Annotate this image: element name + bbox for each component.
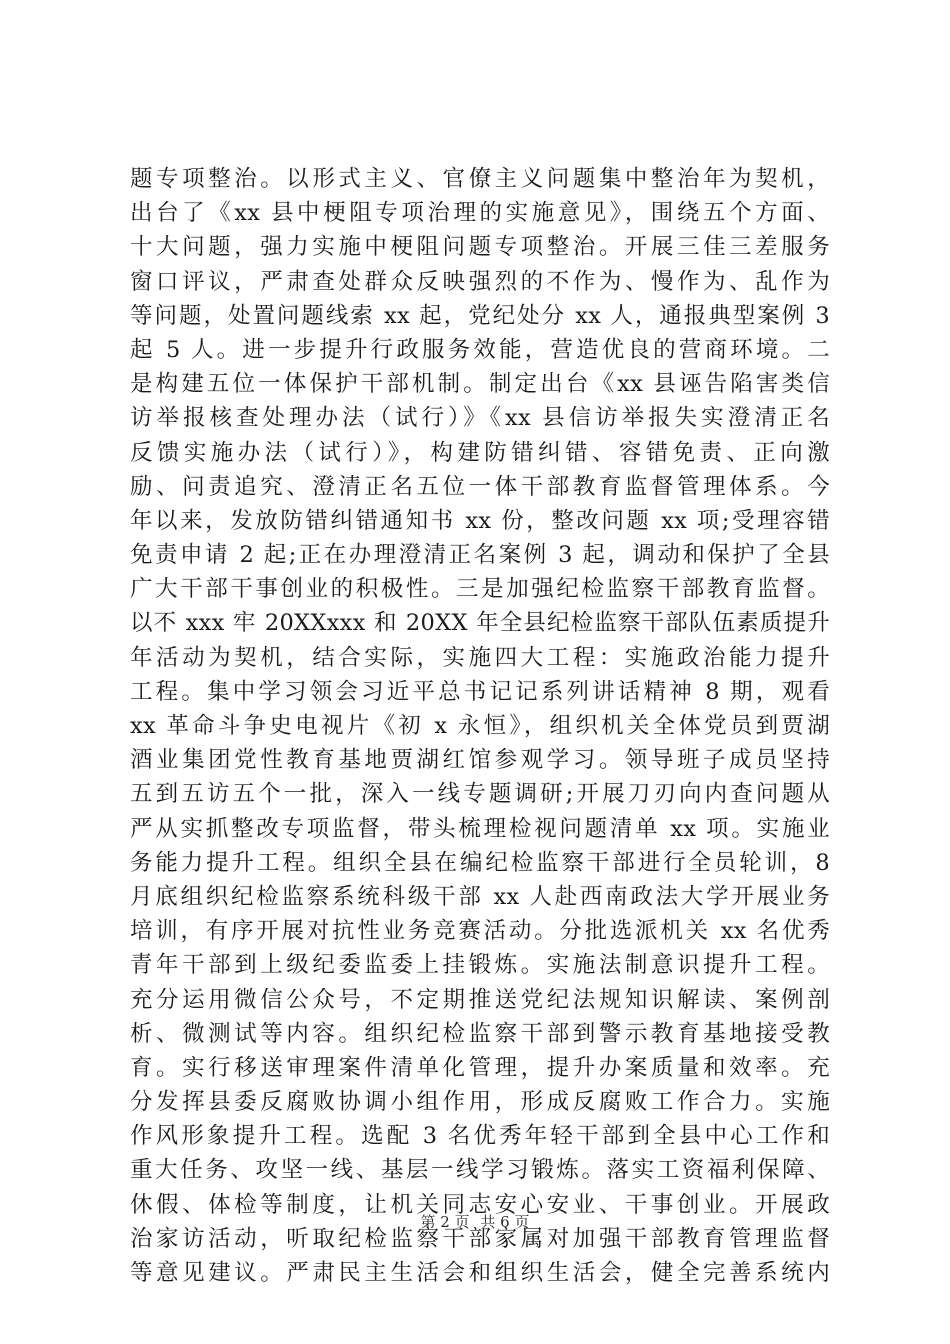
- text-line: 五到五访五个一批，深入一线专题调研;开展刀刃向内查问题从: [130, 781, 830, 808]
- text-line: 治家访活动，听取纪检监察干部家属对加强干部教育管理监督: [130, 1225, 830, 1252]
- text-line: xx 革命斗争史电视片《初 x 永恒》，组织机关全体党员到贾湖: [130, 713, 830, 739]
- text-line: 休假、体检等制度，让机关同志安心安业、干事创业。开展政: [130, 1191, 830, 1218]
- text-line: 分发挥县委反腐败协调小组作用，形成反腐败工作合力。实施: [130, 1089, 830, 1116]
- text-line: 务能力提升工程。组织全县在编纪检监察干部进行全员轮训，8: [130, 849, 830, 876]
- text-line: 等问题，处置问题线索 xx 起，党纪处分 xx 人，通报典型案例 3: [130, 302, 830, 329]
- text-line: 析、微测试等内容。组织纪检监察干部到警示教育基地接受教: [130, 1020, 830, 1047]
- page-footer: [0, 1211, 950, 1232]
- body-text: [130, 162, 830, 1290]
- text-line: 免责申请 2 起;正在办理澄清正名案例 3 起，调动和保护了全县: [130, 542, 830, 569]
- text-line: 窗口评议，严肃查处群众反映强烈的不作为、慢作为、乱作为: [130, 268, 830, 295]
- text-line: 访举报核查处理办法（试行）》《xx 县信访举报失实澄清正名: [130, 405, 830, 432]
- text-line: 十大问题，强力实施中梗阻问题专项整治。开展三佳三差服务: [130, 234, 830, 261]
- page-total: 共 6 页: [480, 1213, 530, 1231]
- text-line: 青年干部到上级纪委监委上挂锻炼。实施法制意识提升工程。: [130, 952, 830, 979]
- text-line: 等意见建议。严肃民主生活会和组织生活会，健全完善系统内: [130, 1260, 830, 1286]
- text-line: 年活动为契机，结合实际，实施四大工程：实施政治能力提升: [130, 644, 830, 671]
- text-line: 年以来，发放防错纠错通知书 xx 份，整改问题 xx 项;受理容错: [130, 507, 830, 534]
- text-line: 工程。集中学习领会习近平总书记记系列讲话精神 8 期，观看: [130, 678, 830, 705]
- text-line: 严从实抓整改专项监督，带头梳理检视问题清单 xx 项。实施业: [130, 815, 830, 842]
- text-line: 以不 xxx 牢 20XXxxx 和 20XX 年全县纪检监察干部队伍素质提升: [130, 610, 830, 637]
- text-line: 充分运用微信公众号，不定期推送党纪法规知识解读、案例剖: [130, 986, 830, 1013]
- text-line: 培训，有序开展对抗性业务竞赛活动。分批选派机关 xx 名优秀: [130, 918, 830, 945]
- text-line: 励、问责追究、澄清正名五位一体干部教育监督管理体系。今: [130, 473, 830, 500]
- text-line: 出台了《xx 县中梗阻专项治理的实施意见》，围绕五个方面、: [130, 200, 830, 227]
- text-line: 反馈实施办法（试行）》，构建防错纠错、容错免责、正向激: [130, 439, 830, 466]
- text-line: 题专项整治。以形式主义、官僚主义问题集中整治年为契机，: [130, 166, 830, 192]
- text-line: 是构建五位一体保护干部机制。制定出台《xx 县诬告陷害类信: [130, 371, 830, 398]
- text-line: 重大任务、攻坚一线、基层一线学习锻炼。落实工资福利保障、: [130, 1157, 830, 1184]
- text-line: 酒业集团党性教育基地贾湖红馆参观学习。领导班子成员坚持: [130, 747, 830, 774]
- text-line: 起 5 人。进一步提升行政服务效能，营造优良的营商环境。二: [130, 336, 830, 363]
- text-line: 月底组织纪检监察系统科级干部 xx 人赴西南政法大学开展业务: [130, 883, 830, 910]
- page-number: 第 2 页: [420, 1213, 470, 1231]
- text-line: 作风形象提升工程。选配 3 名优秀年轻干部到全县中心工作和: [130, 1123, 830, 1150]
- text-line: 广大干部干事创业的积极性。三是加强纪检监察干部教育监督。: [130, 576, 830, 603]
- text-line: 育。实行移送审理案件清单化管理，提升办案质量和效率。充: [130, 1054, 830, 1081]
